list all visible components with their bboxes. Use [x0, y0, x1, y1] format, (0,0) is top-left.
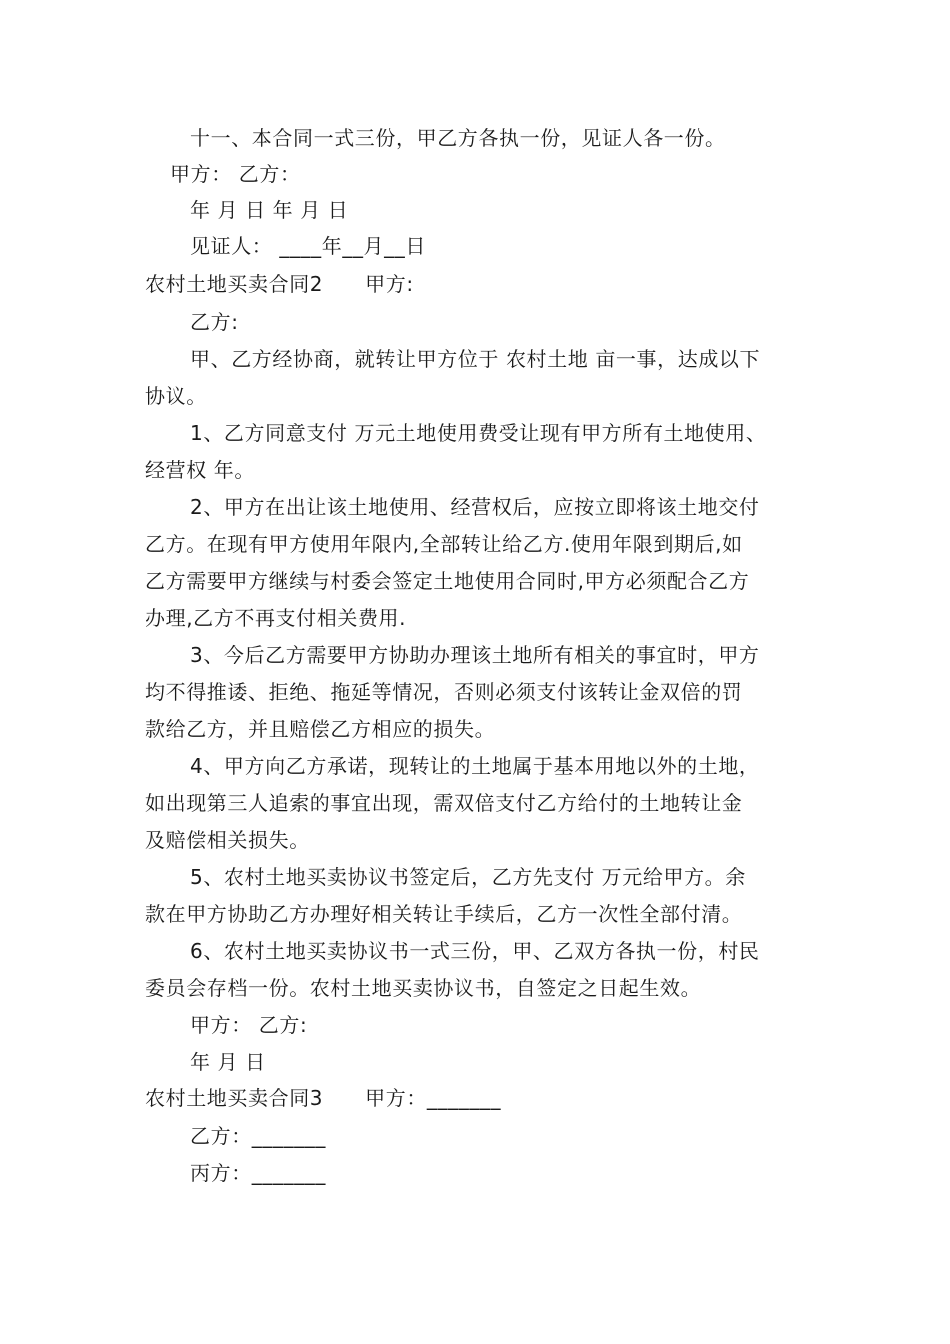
contract-2-intro: 甲、乙方经协商，就转让甲方位于 农村土地 亩一事，达成以下: [190, 347, 761, 371]
contract-3-party-a: 甲方：_______: [365, 1086, 502, 1110]
contract-3-title: 农村土地买卖合同3: [145, 1086, 324, 1110]
contract-2-title: 农村土地买卖合同2: [145, 272, 324, 296]
clause-5: 5、农村土地买卖协议书签定后，乙方先支付 万元给甲方。余: [190, 865, 746, 889]
clause-1-cont: 经营权 年。: [145, 458, 255, 482]
contract-3-party-b: 乙方：_______: [190, 1124, 326, 1148]
contract-2-heading-row: [145, 272, 815, 296]
clause-4: 4、甲方向乙方承诺，现转让的土地属于基本用地以外的土地，: [190, 754, 760, 778]
contract-3-party-c: 丙方：_______: [190, 1161, 326, 1185]
contract-3-heading-row: [145, 1086, 815, 1110]
clause-1: 1、乙方同意支付 万元土地使用费受让现有甲方所有土地使用、: [190, 421, 767, 445]
clause-3-cont-2: 款给乙方，并且赔偿乙方相应的损失。: [145, 717, 496, 741]
contract-2-intro-cont: 协议。: [145, 384, 207, 408]
contract-2-party-a: 甲方:: [365, 272, 414, 296]
clause-3-cont-1: 均不得推诿、拒绝、拖延等情况，否则必须支付该转让金双倍的罚: [145, 680, 743, 704]
clause-11: 十一、本合同一式三份，甲乙方各执一份，见证人各一份。: [190, 126, 726, 150]
clause-6: 6、农村土地买卖协议书一式三份，甲、乙双方各执一份，村民: [190, 939, 760, 963]
clause-3: 3、今后乙方需要甲方协助办理该土地所有相关的事宜时，甲方: [190, 643, 760, 667]
signature-parties-1: 甲方： 乙方：: [170, 162, 301, 186]
witness-line: 见证人： ____年__月__日: [190, 234, 426, 258]
signature-parties-2: 甲方： 乙方:: [190, 1013, 308, 1037]
signature-dates-2: 年 月 日: [190, 1050, 266, 1074]
signature-dates-1: 年 月 日 年 月 日: [190, 198, 349, 222]
clause-2-cont-1: 乙方。在现有甲方使用年限内,全部转让给乙方.使用年限到期后,如: [145, 532, 743, 556]
contract-2-party-b: 乙方:: [190, 310, 239, 334]
clause-5-cont: 款在甲方协助乙方办理好相关转让手续后，乙方一次性全部付清。: [145, 902, 743, 926]
clause-4-cont-1: 如出现第三人追索的事宜出现，需双倍支付乙方给付的土地转让金: [145, 791, 743, 815]
clause-2: 2、甲方在出让该土地使用、经营权后，应按立即将该土地交付: [190, 495, 760, 519]
clause-4-cont-2: 及赔偿相关损失。: [145, 828, 310, 852]
clause-2-cont-3: 办理,乙方不再支付相关费用.: [145, 606, 407, 630]
clause-2-cont-2: 乙方需要甲方继续与村委会签定土地使用合同时,甲方必须配合乙方: [145, 569, 750, 593]
clause-6-cont: 委员会存档一份。农村土地买卖协议书，自签定之日起生效。: [145, 976, 702, 1000]
